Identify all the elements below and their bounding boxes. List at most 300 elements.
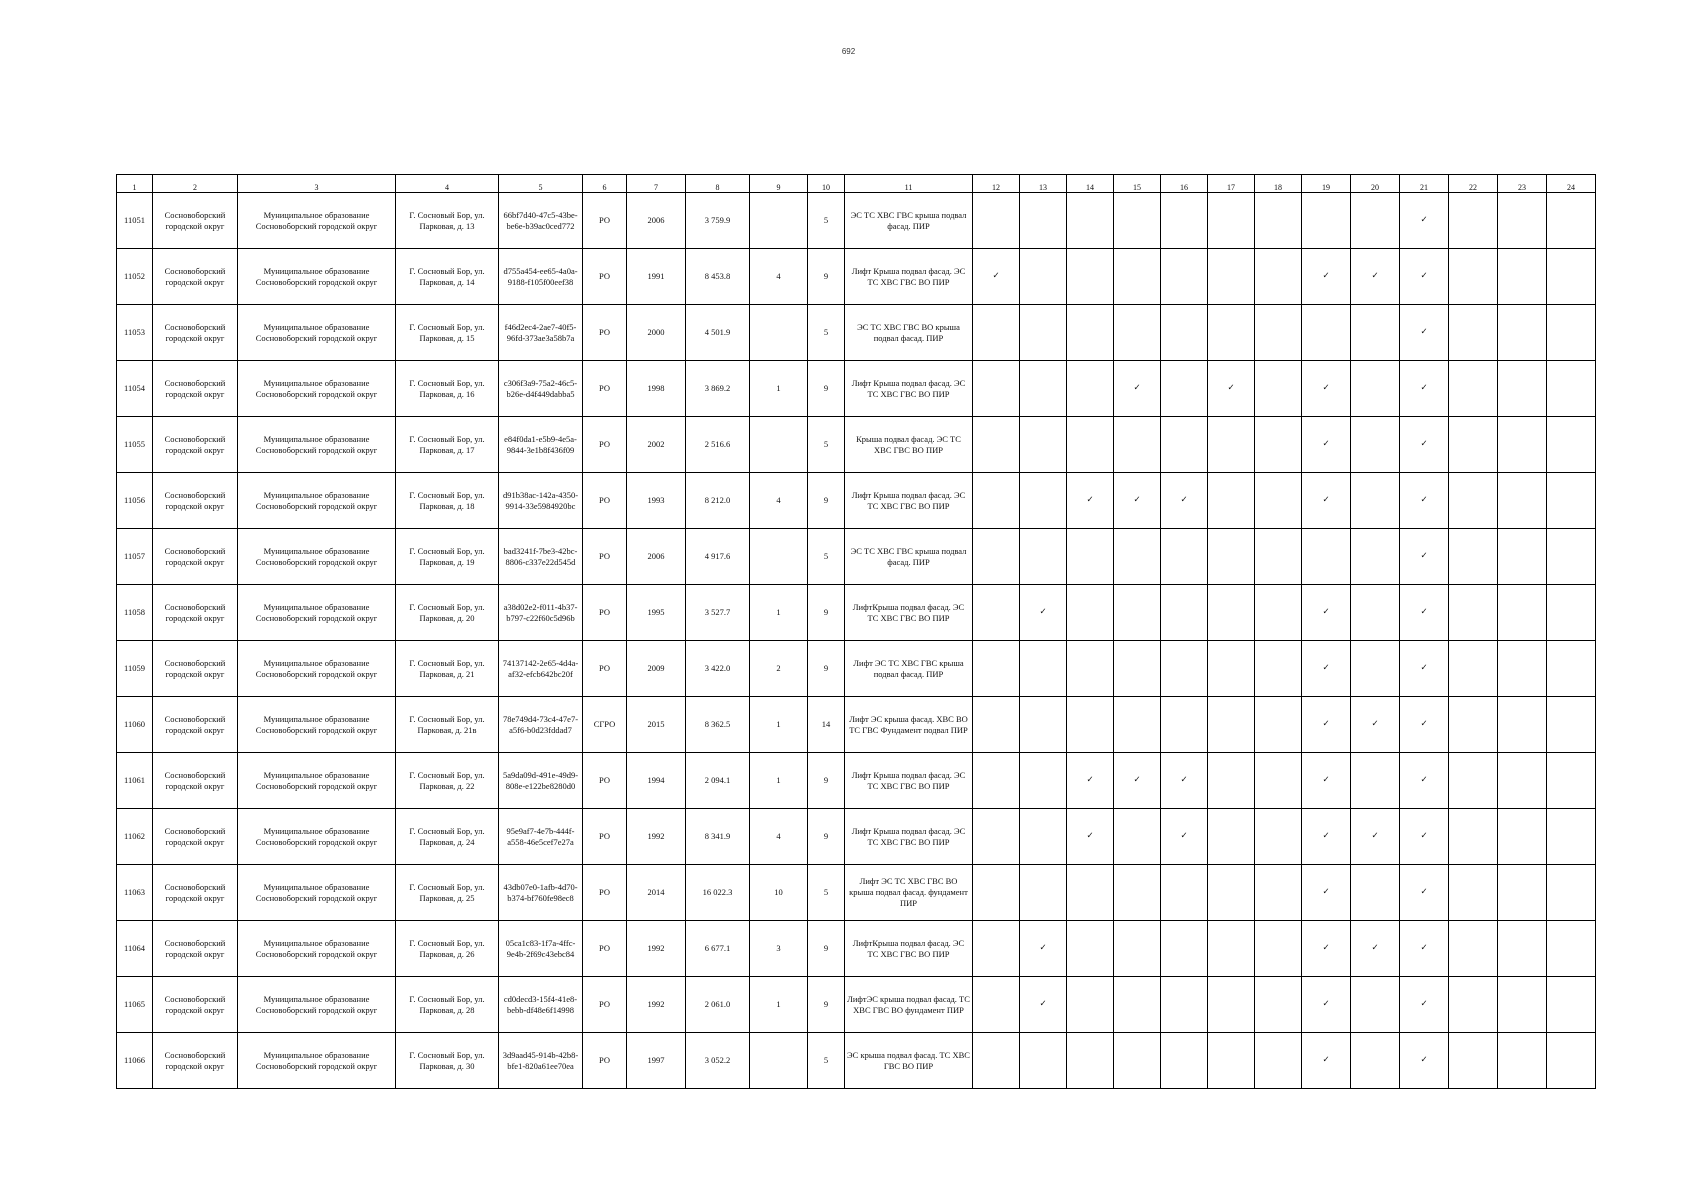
column-23-cell (1498, 305, 1547, 361)
address-cell: Г. Сосновый Бор, ул. Парковая, д. 14 (396, 249, 499, 305)
type-cell: РО (583, 585, 627, 641)
column-14-cell (1067, 641, 1114, 697)
column-24-cell (1547, 1033, 1596, 1089)
column-18-cell (1255, 641, 1302, 697)
column-12-cell (973, 473, 1020, 529)
column-header-18: 18 (1255, 175, 1302, 193)
check-mark-icon: ✓ (1086, 831, 1094, 841)
column-header-14: 14 (1067, 175, 1114, 193)
municipality-cell: Сосновоборский городской округ (153, 417, 238, 473)
address-cell: Г. Сосновый Бор, ул. Парковая, д. 26 (396, 921, 499, 977)
column-21-cell (1400, 473, 1449, 529)
column-24-cell (1547, 977, 1596, 1033)
formation-cell: Муниципальное образование Сосновоборский городской округ (238, 1033, 396, 1089)
municipality-cell: Сосновоборский городской округ (153, 361, 238, 417)
column-20-cell (1351, 529, 1400, 585)
column-24-cell (1547, 473, 1596, 529)
column-13-cell (1020, 585, 1067, 641)
year-cell: 1993 (627, 473, 686, 529)
type-cell: РО (583, 473, 627, 529)
column-19-cell (1302, 865, 1351, 921)
column-22-cell (1449, 529, 1498, 585)
code-cell: d91b38ac-142a-4350-9914-33e5984920bc (499, 473, 583, 529)
code-cell: 5a9da09d-491e-49d9-808e-e122be8280d0 (499, 753, 583, 809)
address-cell: Г. Сосновый Бор, ул. Парковая, д. 17 (396, 417, 499, 473)
municipality-cell: Сосновоборский городской округ (153, 305, 238, 361)
column-24-cell (1547, 361, 1596, 417)
check-mark-icon: ✓ (1322, 943, 1330, 953)
check-mark-icon: ✓ (1133, 495, 1141, 505)
address-cell: Г. Сосновый Бор, ул. Парковая, д. 30 (396, 1033, 499, 1089)
works-cell: ЛифтЭС крыша подвал фасад. ТС ХВС ГВС ВО фундамент ПИР (845, 977, 973, 1033)
formation-cell: Муниципальное образование Сосновоборский городской округ (238, 361, 396, 417)
column-12-cell (973, 921, 1020, 977)
column-13-cell (1020, 417, 1067, 473)
column-21-cell (1400, 305, 1449, 361)
column-17-cell (1208, 697, 1255, 753)
municipality-cell: Сосновоборский городской округ (153, 473, 238, 529)
column-12-cell (973, 641, 1020, 697)
column-15-cell (1114, 809, 1161, 865)
type-cell: РО (583, 361, 627, 417)
column-header-20: 20 (1351, 175, 1400, 193)
works-cell: ЛифтКрыша подвал фасад. ЭС ТС ХВС ГВС ВО ПИР (845, 585, 973, 641)
column-20-cell (1351, 193, 1400, 249)
column-9-cell: 4 (750, 809, 808, 865)
column-14-cell (1067, 249, 1114, 305)
table-row (117, 361, 1596, 417)
formation-cell: Муниципальное образование Сосновоборский городской округ (238, 921, 396, 977)
works-cell: Лифт ЭС крыша фасад. ХВС ВО ТС ГВС Фундамент подвал ПИР (845, 697, 973, 753)
row-id-cell: 11060 (117, 697, 153, 753)
code-cell: bad3241f-7be3-42bc-8806-c337e22d545d (499, 529, 583, 585)
column-14-cell (1067, 529, 1114, 585)
check-mark-icon: ✓ (1420, 607, 1428, 617)
year-cell: 2014 (627, 865, 686, 921)
code-cell: 74137142-2e65-4d4a-af32-efcb642bc20f (499, 641, 583, 697)
column-15-cell (1114, 921, 1161, 977)
column-20-cell (1351, 417, 1400, 473)
area-cell: 4 501.9 (686, 305, 750, 361)
column-9-cell: 1 (750, 697, 808, 753)
year-cell: 1995 (627, 585, 686, 641)
column-20-cell (1351, 305, 1400, 361)
column-23-cell (1498, 977, 1547, 1033)
column-17-cell (1208, 249, 1255, 305)
column-21-cell (1400, 641, 1449, 697)
type-cell: РО (583, 865, 627, 921)
column-15-cell (1114, 585, 1161, 641)
column-18-cell (1255, 585, 1302, 641)
column-16-cell (1161, 305, 1208, 361)
column-19-cell (1302, 697, 1351, 753)
address-cell: Г. Сосновый Бор, ул. Парковая, д. 19 (396, 529, 499, 585)
column-14-cell (1067, 809, 1114, 865)
check-mark-icon: ✓ (1371, 831, 1379, 841)
column-18-cell (1255, 809, 1302, 865)
floors-cell: 9 (808, 641, 845, 697)
column-16-cell (1161, 585, 1208, 641)
column-23-cell (1498, 361, 1547, 417)
type-cell: РО (583, 809, 627, 865)
address-cell: Г. Сосновый Бор, ул. Парковая, д. 21в (396, 697, 499, 753)
code-cell: a38d02e2-f011-4b37-b797-c22f60c5d96b (499, 585, 583, 641)
type-cell: РО (583, 193, 627, 249)
column-20-cell (1351, 1033, 1400, 1089)
address-cell: Г. Сосновый Бор, ул. Парковая, д. 25 (396, 865, 499, 921)
area-cell: 2 094.1 (686, 753, 750, 809)
column-20-cell (1351, 921, 1400, 977)
year-cell: 1997 (627, 1033, 686, 1089)
column-22-cell (1449, 417, 1498, 473)
column-14-cell (1067, 697, 1114, 753)
check-mark-icon: ✓ (1039, 607, 1047, 617)
check-mark-icon: ✓ (1371, 943, 1379, 953)
type-cell: РО (583, 977, 627, 1033)
check-mark-icon: ✓ (1039, 999, 1047, 1009)
address-cell: Г. Сосновый Бор, ул. Парковая, д. 20 (396, 585, 499, 641)
column-21-cell (1400, 753, 1449, 809)
column-22-cell (1449, 977, 1498, 1033)
table-row (117, 249, 1596, 305)
column-17-cell (1208, 1033, 1255, 1089)
floors-cell: 9 (808, 921, 845, 977)
column-9-cell (750, 529, 808, 585)
year-cell: 2006 (627, 529, 686, 585)
area-cell: 8 341.9 (686, 809, 750, 865)
column-19-cell (1302, 473, 1351, 529)
column-9-cell: 4 (750, 249, 808, 305)
area-cell: 3 869.2 (686, 361, 750, 417)
formation-cell: Муниципальное образование Сосновоборский городской округ (238, 977, 396, 1033)
works-cell: Лифт ЭС ТС ХВС ГВС крыша подвал фасад. ПИР (845, 641, 973, 697)
floors-cell: 9 (808, 753, 845, 809)
table-row (117, 1033, 1596, 1089)
table-row (117, 305, 1596, 361)
check-mark-icon: ✓ (1420, 999, 1428, 1009)
area-cell: 3 759.9 (686, 193, 750, 249)
row-id-cell: 11054 (117, 361, 153, 417)
column-15-cell (1114, 417, 1161, 473)
column-22-cell (1449, 305, 1498, 361)
column-19-cell (1302, 193, 1351, 249)
area-cell: 8 212.0 (686, 473, 750, 529)
column-22-cell (1449, 193, 1498, 249)
row-id-cell: 11065 (117, 977, 153, 1033)
formation-cell: Муниципальное образование Сосновоборский городской округ (238, 809, 396, 865)
works-cell: Лифт Крыша подвал фасад. ЭС ТС ХВС ГВС ВО ПИР (845, 361, 973, 417)
column-header-19: 19 (1302, 175, 1351, 193)
works-cell: ЛифтКрыша подвал фасад. ЭС ТС ХВС ГВС ВО ПИР (845, 921, 973, 977)
column-17-cell (1208, 753, 1255, 809)
column-24-cell (1547, 249, 1596, 305)
page-number: 692 (841, 47, 856, 56)
column-22-cell (1449, 1033, 1498, 1089)
works-cell: Лифт Крыша подвал фасад. ЭС ТС ХВС ГВС ВО ПИР (845, 809, 973, 865)
code-cell: c306f3a9-75a2-46c5-b26e-d4f449dabba5 (499, 361, 583, 417)
column-header-16: 16 (1161, 175, 1208, 193)
column-14-cell (1067, 921, 1114, 977)
area-cell: 8 362.5 (686, 697, 750, 753)
column-16-cell (1161, 193, 1208, 249)
column-19-cell (1302, 753, 1351, 809)
row-id-cell: 11062 (117, 809, 153, 865)
code-cell: cd0decd3-15f4-41e8-bebb-df48e6f14998 (499, 977, 583, 1033)
row-id-cell: 11056 (117, 473, 153, 529)
column-9-cell (750, 417, 808, 473)
address-cell: Г. Сосновый Бор, ул. Парковая, д. 28 (396, 977, 499, 1033)
column-15-cell (1114, 1033, 1161, 1089)
column-header-1: 1 (117, 175, 153, 193)
column-18-cell (1255, 417, 1302, 473)
column-17-cell (1208, 305, 1255, 361)
municipality-cell: Сосновоборский городской округ (153, 865, 238, 921)
housing-register-table (116, 174, 1596, 1089)
works-cell: Лифт Крыша подвал фасад. ЭС ТС ХВС ГВС ВО ПИР (845, 473, 973, 529)
check-mark-icon: ✓ (1086, 775, 1094, 785)
row-id-cell: 11057 (117, 529, 153, 585)
column-18-cell (1255, 753, 1302, 809)
row-id-cell: 11066 (117, 1033, 153, 1089)
column-15-cell (1114, 529, 1161, 585)
municipality-cell: Сосновоборский городской округ (153, 1033, 238, 1089)
column-17-cell (1208, 473, 1255, 529)
row-id-cell: 11064 (117, 921, 153, 977)
check-mark-icon: ✓ (1133, 383, 1141, 393)
column-22-cell (1449, 249, 1498, 305)
check-mark-icon: ✓ (1420, 719, 1428, 729)
column-14-cell (1067, 305, 1114, 361)
check-mark-icon: ✓ (1322, 887, 1330, 897)
row-id-cell: 11061 (117, 753, 153, 809)
column-19-cell (1302, 529, 1351, 585)
column-22-cell (1449, 697, 1498, 753)
works-cell: ЭС ТС ХВС ГВС крыша подвал фасад. ПИР (845, 193, 973, 249)
column-14-cell (1067, 473, 1114, 529)
column-22-cell (1449, 641, 1498, 697)
column-13-cell (1020, 361, 1067, 417)
column-14-cell (1067, 977, 1114, 1033)
column-16-cell (1161, 921, 1208, 977)
formation-cell: Муниципальное образование Сосновоборский городской округ (238, 249, 396, 305)
row-id-cell: 11058 (117, 585, 153, 641)
column-22-cell (1449, 585, 1498, 641)
column-17-cell (1208, 193, 1255, 249)
column-13-cell (1020, 1033, 1067, 1089)
column-12-cell (973, 809, 1020, 865)
column-23-cell (1498, 417, 1547, 473)
code-cell: 05ca1c83-1f7a-4ffc-9e4b-2f69c43ebc84 (499, 921, 583, 977)
column-19-cell (1302, 921, 1351, 977)
column-24-cell (1547, 305, 1596, 361)
column-23-cell (1498, 697, 1547, 753)
column-13-cell (1020, 529, 1067, 585)
column-12-cell (973, 361, 1020, 417)
column-18-cell (1255, 977, 1302, 1033)
column-17-cell (1208, 361, 1255, 417)
code-cell: 78e749d4-73c4-47e7-a5f6-b0d23fddad7 (499, 697, 583, 753)
column-17-cell (1208, 977, 1255, 1033)
column-header-15: 15 (1114, 175, 1161, 193)
municipality-cell: Сосновоборский городской округ (153, 585, 238, 641)
check-mark-icon: ✓ (1322, 999, 1330, 1009)
area-cell: 8 453.8 (686, 249, 750, 305)
column-15-cell (1114, 473, 1161, 529)
formation-cell: Муниципальное образование Сосновоборский городской округ (238, 417, 396, 473)
year-cell: 2000 (627, 305, 686, 361)
area-cell: 4 917.6 (686, 529, 750, 585)
column-24-cell (1547, 809, 1596, 865)
type-cell: РО (583, 921, 627, 977)
column-19-cell (1302, 977, 1351, 1033)
code-cell: e84f0da1-e5b9-4e5a-9844-3e1b8f436f09 (499, 417, 583, 473)
column-header-23: 23 (1498, 175, 1547, 193)
column-18-cell (1255, 249, 1302, 305)
works-cell: ЭС ТС ХВС ГВС ВО крыша подвал фасад. ПИР (845, 305, 973, 361)
floors-cell: 9 (808, 809, 845, 865)
column-19-cell (1302, 809, 1351, 865)
column-14-cell (1067, 585, 1114, 641)
column-19-cell (1302, 249, 1351, 305)
column-16-cell (1161, 473, 1208, 529)
column-13-cell (1020, 921, 1067, 977)
column-15-cell (1114, 865, 1161, 921)
code-cell: d755a454-ee65-4a0a-9188-f105f00eef38 (499, 249, 583, 305)
column-9-cell (750, 305, 808, 361)
check-mark-icon: ✓ (1322, 271, 1330, 281)
column-21-cell (1400, 193, 1449, 249)
floors-cell: 5 (808, 529, 845, 585)
column-13-cell (1020, 753, 1067, 809)
column-15-cell (1114, 305, 1161, 361)
column-20-cell (1351, 697, 1400, 753)
check-mark-icon: ✓ (1420, 439, 1428, 449)
column-16-cell (1161, 249, 1208, 305)
column-23-cell (1498, 753, 1547, 809)
code-cell: f46d2ec4-2ae7-40f5-96fd-373ae3a58b7a (499, 305, 583, 361)
column-13-cell (1020, 641, 1067, 697)
column-20-cell (1351, 641, 1400, 697)
column-20-cell (1351, 865, 1400, 921)
table-body (117, 193, 1596, 1089)
column-24-cell (1547, 921, 1596, 977)
column-header-4: 4 (396, 175, 499, 193)
check-mark-icon: ✓ (1420, 327, 1428, 337)
column-15-cell (1114, 249, 1161, 305)
floors-cell: 9 (808, 361, 845, 417)
table-row (117, 473, 1596, 529)
column-13-cell (1020, 473, 1067, 529)
column-23-cell (1498, 809, 1547, 865)
area-cell: 2 516.6 (686, 417, 750, 473)
column-9-cell: 1 (750, 361, 808, 417)
table-row (117, 977, 1596, 1033)
column-14-cell (1067, 1033, 1114, 1089)
column-15-cell (1114, 697, 1161, 753)
column-12-cell (973, 529, 1020, 585)
column-23-cell (1498, 641, 1547, 697)
area-cell: 6 677.1 (686, 921, 750, 977)
column-22-cell (1449, 753, 1498, 809)
address-cell: Г. Сосновый Бор, ул. Парковая, д. 13 (396, 193, 499, 249)
type-cell: СГРО (583, 697, 627, 753)
floors-cell: 9 (808, 977, 845, 1033)
check-mark-icon: ✓ (1039, 943, 1047, 953)
type-cell: РО (583, 249, 627, 305)
column-20-cell (1351, 977, 1400, 1033)
column-9-cell: 10 (750, 865, 808, 921)
column-12-cell (973, 249, 1020, 305)
table-row (117, 753, 1596, 809)
check-mark-icon: ✓ (1371, 719, 1379, 729)
column-13-cell (1020, 809, 1067, 865)
column-13-cell (1020, 865, 1067, 921)
column-16-cell (1161, 417, 1208, 473)
check-mark-icon: ✓ (1420, 271, 1428, 281)
column-23-cell (1498, 865, 1547, 921)
check-mark-icon: ✓ (1322, 719, 1330, 729)
header-row (117, 175, 1596, 193)
column-24-cell (1547, 417, 1596, 473)
column-19-cell (1302, 641, 1351, 697)
check-mark-icon: ✓ (1180, 775, 1188, 785)
column-24-cell (1547, 529, 1596, 585)
column-23-cell (1498, 1033, 1547, 1089)
check-mark-icon: ✓ (1420, 215, 1428, 225)
column-22-cell (1449, 473, 1498, 529)
column-16-cell (1161, 641, 1208, 697)
check-mark-icon: ✓ (1420, 495, 1428, 505)
check-mark-icon: ✓ (1180, 831, 1188, 841)
row-id-cell: 11051 (117, 193, 153, 249)
column-18-cell (1255, 305, 1302, 361)
column-21-cell (1400, 1033, 1449, 1089)
column-header-10: 10 (808, 175, 845, 193)
column-15-cell (1114, 193, 1161, 249)
column-13-cell (1020, 977, 1067, 1033)
column-20-cell (1351, 249, 1400, 305)
type-cell: РО (583, 529, 627, 585)
floors-cell: 9 (808, 473, 845, 529)
column-23-cell (1498, 921, 1547, 977)
column-header-13: 13 (1020, 175, 1067, 193)
table-row (117, 809, 1596, 865)
municipality-cell: Сосновоборский городской округ (153, 977, 238, 1033)
formation-cell: Муниципальное образование Сосновоборский городской округ (238, 529, 396, 585)
column-header-11: 11 (845, 175, 973, 193)
floors-cell: 5 (808, 417, 845, 473)
check-mark-icon: ✓ (1420, 551, 1428, 561)
column-18-cell (1255, 921, 1302, 977)
floors-cell: 5 (808, 865, 845, 921)
check-mark-icon: ✓ (1322, 663, 1330, 673)
check-mark-icon: ✓ (992, 271, 1000, 281)
column-header-3: 3 (238, 175, 396, 193)
type-cell: РО (583, 305, 627, 361)
floors-cell: 5 (808, 305, 845, 361)
column-21-cell (1400, 585, 1449, 641)
column-header-12: 12 (973, 175, 1020, 193)
check-mark-icon: ✓ (1420, 1055, 1428, 1065)
check-mark-icon: ✓ (1420, 775, 1428, 785)
column-23-cell (1498, 193, 1547, 249)
column-17-cell (1208, 865, 1255, 921)
check-mark-icon: ✓ (1322, 775, 1330, 785)
column-24-cell (1547, 193, 1596, 249)
column-21-cell (1400, 529, 1449, 585)
year-cell: 1992 (627, 977, 686, 1033)
column-16-cell (1161, 753, 1208, 809)
